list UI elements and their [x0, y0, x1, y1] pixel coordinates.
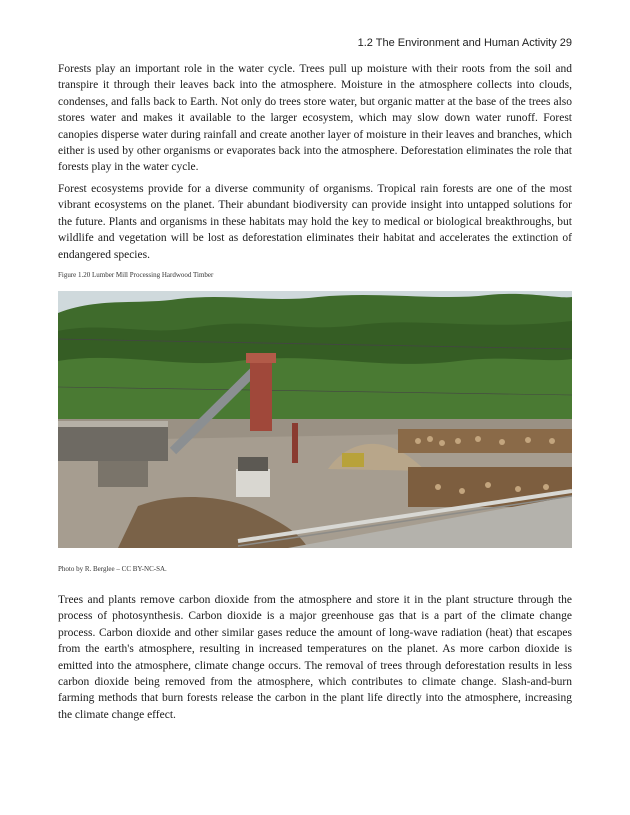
figure-caption: Figure 1.20 Lumber Mill Processing Hardwood Timber: [58, 271, 214, 279]
paragraph-biodiversity: Forest ecosystems provide for a diverse community of organisms. Tropical rain forests are one of the most vibrant ecosystems on the planet. Their abundant biodiversity can provide insight into untapped solutions for the future. Plants and organisms in these habitats may hold the key to medical or biological breakthroughs, but wildlife and vegetation will be lost as deforestation eliminates their habitat and accelerates the extinction of endangered species.: [58, 183, 572, 261]
lumber-mill-photo: [58, 291, 572, 548]
photo-credit: Photo by R. Berglee – CC BY-NC-SA.: [58, 565, 167, 573]
paragraph-water-cycle: Forests play an important role in the water cycle. Trees pull up moisture with their roots from the soil and transpire it through their leaves back into the atmosphere. Moisture in the atmosphere collects into clouds, condenses, and falls back to Earth. Not only do trees store water, but organic matter at the base of the trees also stores water and makes it available to the larger ecosystem, which may slow down water runoff. Forest canopies disperse water during rainfall and create another layer of moisture in their leaves and branches, which either is used by other organisms or evaporates back into the atmosphere. Deforestation eliminates the role that forests play in the water cycle.: [58, 63, 572, 174]
paragraph-carbon-dioxide: Trees and plants remove carbon dioxide from the atmosphere and store it in the plant structure through the process of photosynthesis. Carbon dioxide is a major greenhouse gas that is a part of the climate change process. Carbon dioxide and other similar gases reduce the amount of long-wave radiation (heat) that escapes from the earth's atmosphere, resulting in increased temperatures on the planet. As more carbon dioxide is emitted into the atmosphere, climate change occurs. The removal of trees through deforestation results in less carbon dioxide being removed from the atmosphere, which contributes to climate change. Slash-and-burn farming methods that burn forests release the carbon in the plant life directly into the atmosphere, increasing the climate change effect.: [58, 594, 572, 721]
running-head: 1.2 The Environment and Human Activity 29: [357, 37, 572, 49]
